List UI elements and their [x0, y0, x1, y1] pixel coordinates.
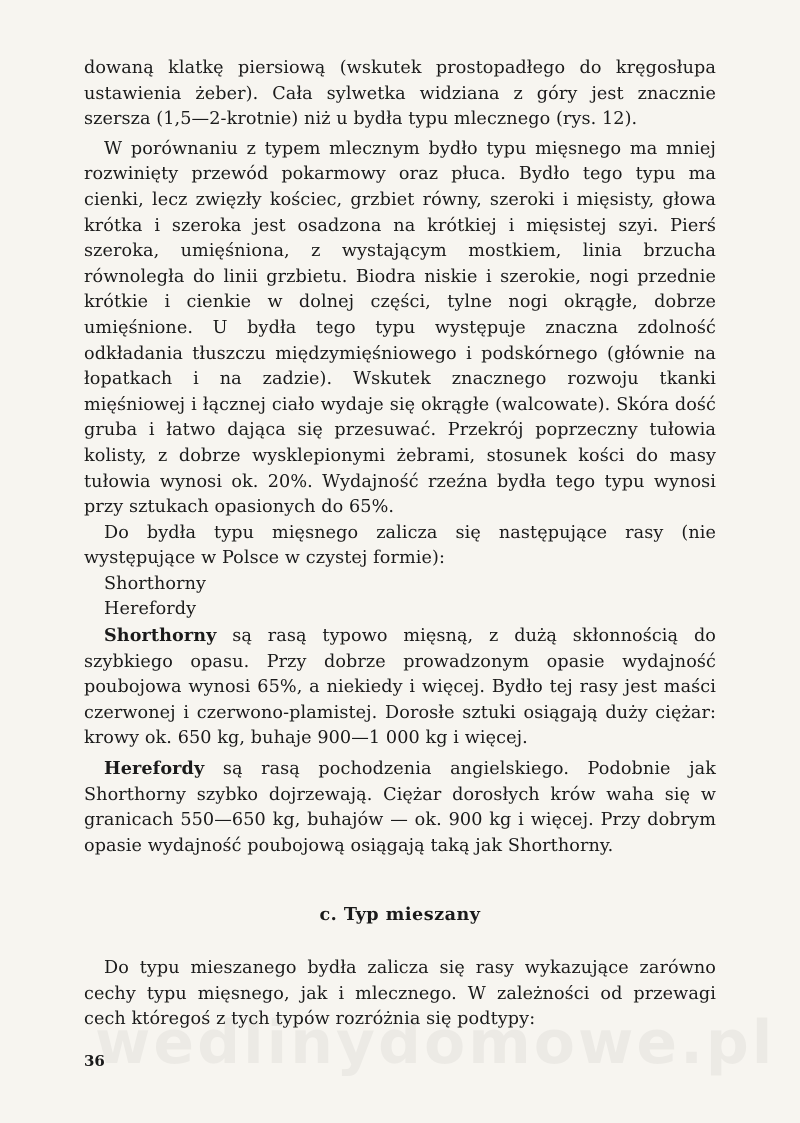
- watermark: [95, 1008, 735, 1078]
- breed-name: Herefordy: [104, 758, 205, 780]
- breed-description: są rasą pochodzenia angielskiego. Podobnie jak Shorthorny szybko dojrzewają. Ciężar dorosłych krów waha się w granicach 550—650 kg, buhajów — ok. 900 kg i więcej. Przy dobrym opasie wydajność poubojową osiągają taką jak Shorthorny.: [84, 759, 716, 856]
- breed-list-item: Shorthorny: [104, 573, 207, 594]
- paragraph-mixed-type: Do typu mieszanego bydła zalicza się rasy wykazujące zarówno cechy typu mięsnego, jak i mlecznego. W zależności od przewagi cech któregoś z tych typów rozróżnia się podtypy:: [84, 958, 716, 1030]
- breed-description: są rasą typowo mięsną, z dużą skłonnością do szybkiego opasu. Przy dobrze prowadzonym opasie wydajność poubojowa wynosi 65%, a niekiedy i więcej. Bydło tej rasy jest maści czerwonej i czerwono-plamistej. Dorosłe sztuki osiągają duży ciężar: krowy ok. 650 kg, buhaje 900—1 000 kg i więcej.: [84, 626, 716, 749]
- breed-list-item: Herefordy: [104, 599, 197, 620]
- paragraph-continuation: dowaną klatkę piersiową (wskutek prostopadłego do kręgosłupa ustawienia żeber). Cała sylwetka widziana z góry jest znacznie szersza (1,5—2-krotnie) niż u bydła typu mlecznego (rys. 12).: [84, 58, 716, 130]
- breed-name: Shorthorny: [104, 625, 217, 647]
- paragraph-hereford: [84, 756, 716, 859]
- page-number: 36: [84, 1052, 105, 1070]
- paragraph-meat-type: W porównaniu z typem mlecznym bydło typu mięsnego ma mniej rozwinięty przewód pokarmowy oraz płuca. Bydło tego typu ma cienki, lecz zwięzły kościec, grzbiet równy, szeroki i mięsisty, głowa krótka i szeroka jest osadzona na krótkiej i mięsistej szyi. Pierś szeroka, umięśniona, z wystającym mostkiem, linia brzucha równoległa do linii grzbietu. Biodra niskie i szerokie, nogi przednie krótkie i cienkie w dolnej części, tylne nogi okrągłe, dobrze umięśnione. U bydła tego typu występuje znaczna zdolność odkładania tłuszczu międzymięśniowego i podskórnego (głównie na łopatkach i na zadzie). Wskutek znacznego rozwoju tkanki mięśniowej i łącznej ciało wydaje się okrągłe (walcowate). Skóra dość gruba i łatwo dająca się przesuwać. Przekrój poprzeczny tułowia kolisty, z dobrze wysklepionymi żebrami, stosunek kości do masy tułowia wynosi ok. 20%. Wydajność rzeźna bydła tego typu wynosi przy sztukach opasionych do 65%.: [84, 138, 716, 518]
- paragraph-breeds-intro: Do bydła typu mięsnego zalicza się następujące rasy (nie występujące w Polsce w czystej formie):: [84, 522, 716, 569]
- page-body: [84, 56, 716, 1033]
- paragraph-shorthorn: [84, 623, 716, 752]
- section-heading: c. Typ mieszany: [319, 904, 481, 926]
